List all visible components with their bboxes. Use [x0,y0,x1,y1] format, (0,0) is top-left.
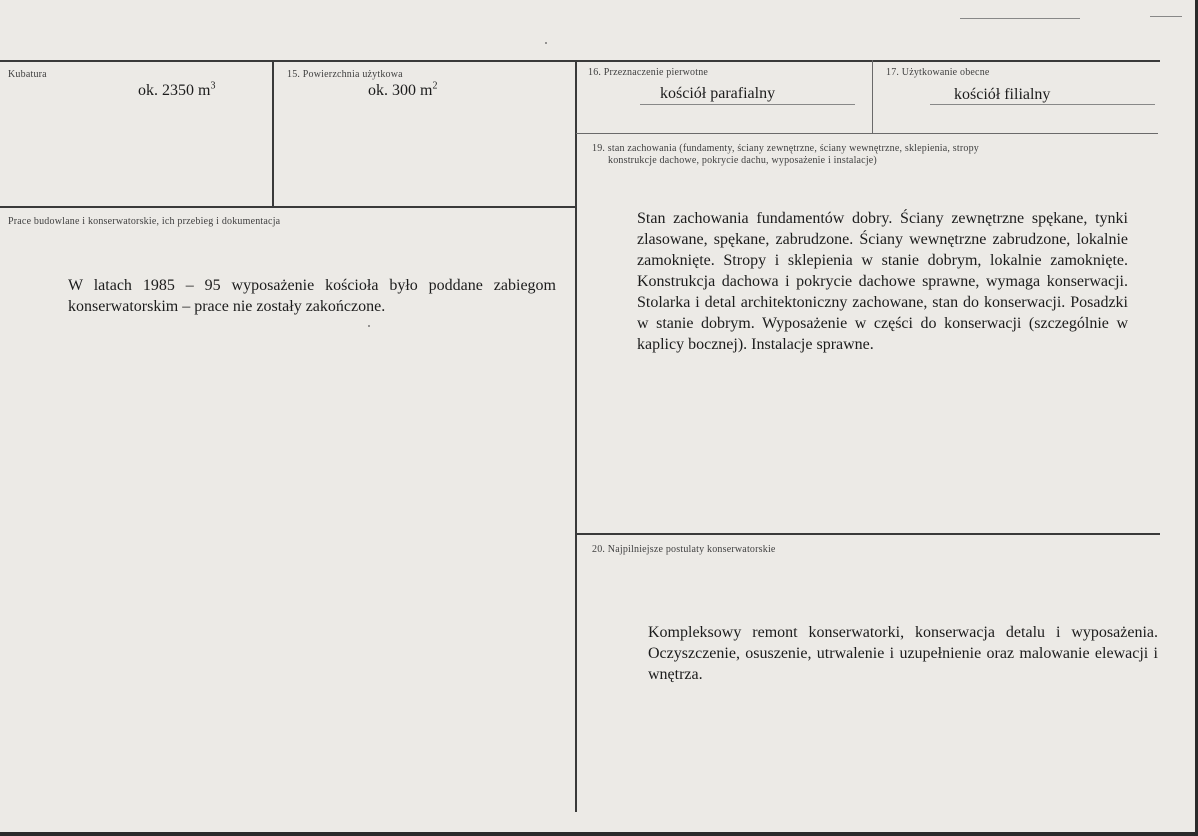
postulaty-label: 20. Najpilniejsze postulaty konserwatorskie [592,544,776,555]
scan-speck [545,42,547,44]
divider-center [575,60,577,812]
top-border [0,60,1160,62]
przeznaczenie-underline [640,104,855,105]
przeznaczenie-label: 16. Przeznaczenie pierwotne [588,67,709,78]
przeznaczenie-value: kościół parafialny [660,85,776,102]
postulaty-text: Kompleksowy remont konserwatorki, konserwacja detalu i wyposażenia. Oczyszczenie, osuszenie, utrwalenie i uzupełnienie oraz malowanie elewacji i wnętrza. [648,624,1158,683]
top-dash-right [1150,16,1182,17]
stan-label-line2: konstrukcje dachowe, pokrycie dachu, wyposażenie i instalacje) [608,155,877,166]
divider-kubatura [272,60,274,208]
scan-speck [368,325,370,327]
uzytkowanie-underline [930,104,1155,105]
uzytkowanie-label: 17. Użytkowanie obecne [886,67,990,78]
scan-edge-bottom [0,832,1198,836]
stan-label-line1: 19. stan zachowania (fundamenty, ściany zewnętrzne, ściany wewnętrzne, sklepienia, stropy [592,143,980,154]
divider-prace [0,206,576,208]
stan-text: Stan zachowania fundamentów dobry. Ściany zewnętrzne spękane, tynki zlasowane, spękane, zabrudzone. Ściany wewnętrzne zabrudzone, lokalnie zamoknięte. Stropy i sklepienia w stanie dobrym, lokalnie zamoknięte. Konstrukcja dachowa i pokrycie dachowe sprawne, wymaga konserwacji. Stolarka i detal architektoniczny zachowane, stan do konserwacji. Posadzki w stanie dobrym. Wyposażenie w części do konserwacji (szczególnie w kaplicy bocznej). Instalacje sprawne. [637,210,1128,353]
kubatura-value: ok. 2350 $m^3$ [138,80,216,99]
divider-stan [576,133,1158,134]
prace-label: Prace budowlane i konserwatorskie, ich przebieg i dokumentacja [8,216,281,227]
top-dash [960,18,1080,19]
prace-text: W latach 1985 – 95 wyposażenie kościoła było poddane zabiegom konserwatorskim – prace nie zostały zakończone. [68,277,556,315]
kubatura-label: Kubatura [8,69,47,80]
powierzchnia-label: 15. Powierzchnia użytkowa [287,69,403,80]
uzytkowanie-value: kościół filialny [954,86,1051,103]
divider-postulaty [576,533,1160,535]
divider-uzytkowanie [872,60,873,134]
powierzchnia-value: ok. 300 $m^2$ [368,80,438,99]
